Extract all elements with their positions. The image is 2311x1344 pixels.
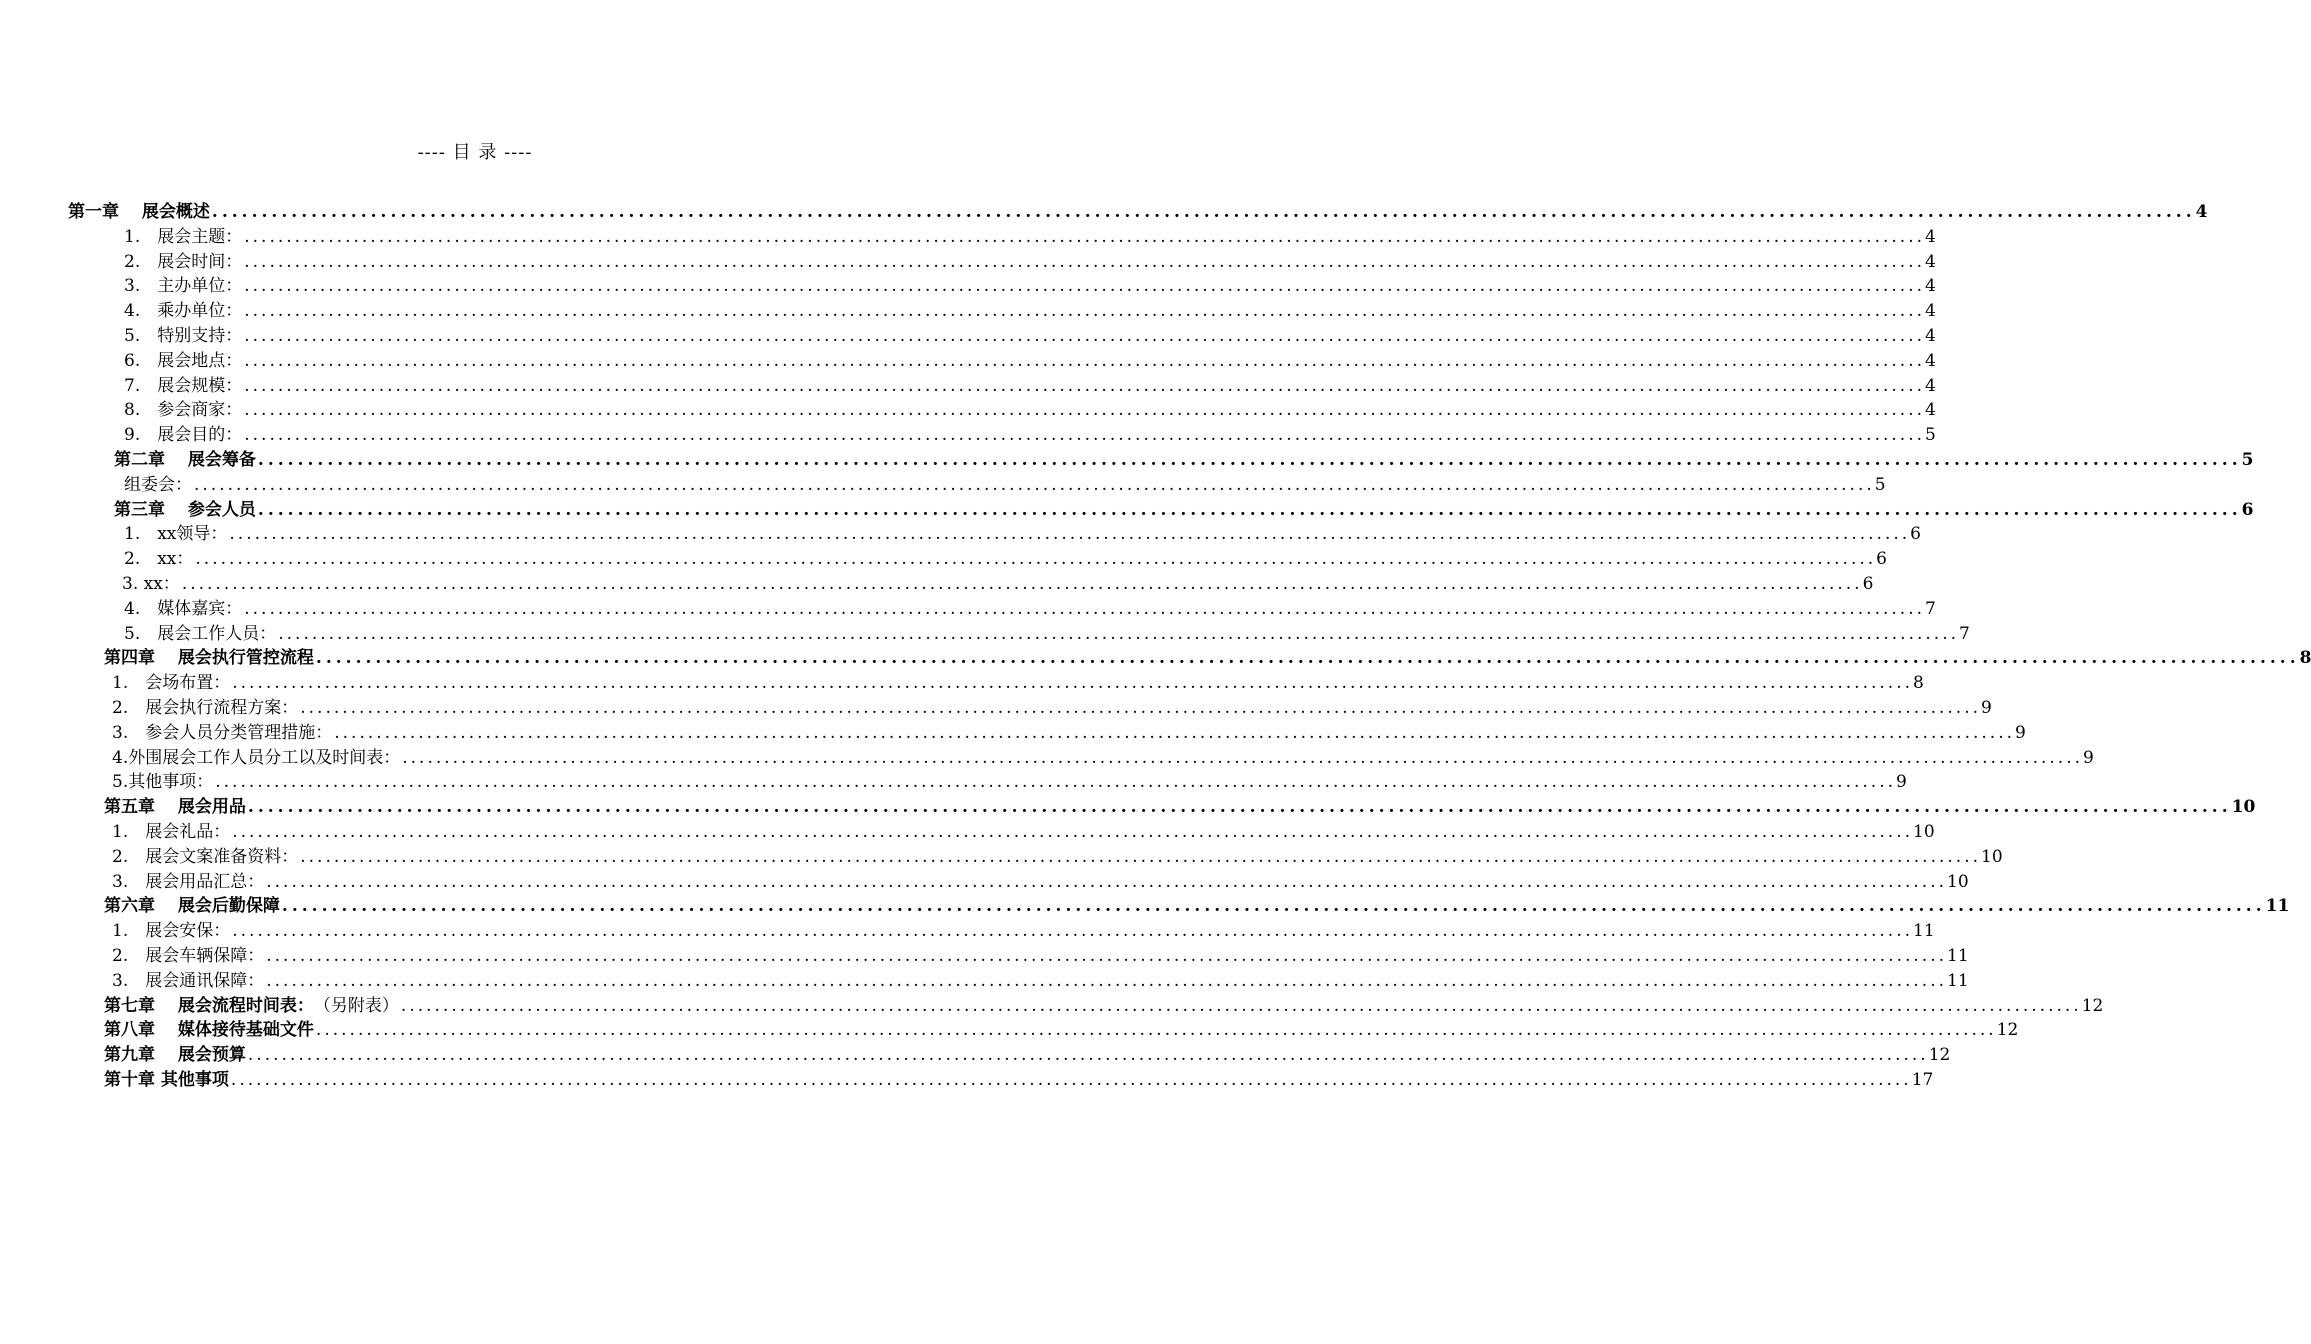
- toc-page-number: 7: [1925, 598, 1936, 619]
- toc-entry-label: 2. 展会时间：: [124, 251, 243, 272]
- toc-entry-label: 组委会：: [124, 474, 192, 495]
- dot-leader: ........................................................................................................................................................................................................: [244, 301, 1925, 322]
- toc-entry-label: 第八章 媒体接待基础文件: [104, 1020, 314, 1041]
- toc-item[interactable]: [124, 597, 1936, 622]
- toc-entry-label: 5. 展会工作人员：: [124, 623, 277, 644]
- dot-leader: ........................................................................................................................................................................................................: [300, 698, 1981, 718]
- dot-leader: ........................................................................................................................................................................................................: [244, 598, 1925, 619]
- toc-entry-label: 第七章 展会流程时间表：: [104, 995, 314, 1016]
- toc-page-number: 9: [2015, 722, 2026, 743]
- dot-leader: ........................................................................................................................................................................................................: [334, 722, 2015, 743]
- toc-item[interactable]: [112, 919, 1935, 944]
- toc-chapter[interactable]: [114, 498, 2254, 523]
- toc-item[interactable]: [112, 944, 1969, 969]
- dot-leader: ........................................................................................................................................................................................................: [400, 995, 2082, 1016]
- toc-entry-label: 第十章 其他事项: [104, 1070, 229, 1090]
- toc-entry-label: 1. 展会礼品：: [112, 822, 231, 842]
- toc-entry-label: 5.其他事项：: [112, 772, 214, 793]
- toc-item[interactable]: [124, 398, 1936, 423]
- dot-leader: ........................................................................................................................................................................................................: [230, 1070, 1912, 1090]
- toc-item[interactable]: [122, 572, 1874, 597]
- dot-leader: ........................................................................................................................................................................................................: [257, 450, 2242, 470]
- toc-page-number: 4: [1925, 326, 1936, 346]
- toc-page-number: 11: [1947, 970, 1969, 991]
- dot-leader: ........................................................................................................................................................................................................: [244, 226, 1925, 247]
- dot-leader: ........................................................................................................................................................................................................: [244, 251, 1925, 272]
- toc-page-number: 9: [1981, 698, 1992, 718]
- toc-page-number: 8: [1913, 673, 1924, 694]
- toc-page-number: 10: [1981, 846, 2003, 867]
- toc-item[interactable]: [112, 746, 2094, 771]
- toc-entry-label: 3. 展会用品汇总：: [112, 871, 265, 892]
- toc-title: ---- 目 录 ----: [417, 142, 533, 163]
- dot-leader: ........................................................................................................................................................................................................: [194, 474, 1875, 495]
- toc-chapter[interactable]: [104, 894, 2290, 919]
- toc-page-number: 6: [1876, 549, 1887, 570]
- toc-chapter[interactable]: [104, 1043, 1951, 1068]
- toc-entry-label: 1. xx领导：: [124, 524, 228, 545]
- toc-item[interactable]: [124, 225, 1936, 250]
- toc-entry-label: 第五章 展会用品: [104, 797, 246, 818]
- toc-item[interactable]: [124, 473, 1886, 498]
- toc-item[interactable]: [124, 522, 1921, 547]
- toc-page-number: 4: [1925, 276, 1936, 297]
- dot-leader: ........................................................................................................................................................................................................: [315, 648, 2300, 669]
- toc-page-number: 6: [1910, 524, 1921, 545]
- toc-item[interactable]: [124, 250, 1936, 275]
- dot-leader: ........................................................................................................................................................................................................: [300, 846, 1981, 867]
- dot-leader: ........................................................................................................................................................................................................: [315, 1020, 1997, 1041]
- toc-item[interactable]: [124, 274, 1936, 299]
- toc-entry-label: 1. 展会主题：: [124, 226, 243, 247]
- toc-page-number: 4: [1925, 400, 1936, 421]
- toc-page-number: 12: [1928, 1045, 1951, 1066]
- toc-item[interactable]: [112, 820, 1935, 845]
- dot-leader: ........................................................................................................................................................................................................: [281, 896, 2266, 917]
- toc-page-number: 17: [1911, 1070, 1934, 1090]
- toc-page-number: 4: [1925, 350, 1936, 371]
- toc-page-number: 5: [1925, 425, 1936, 446]
- toc-item[interactable]: [124, 324, 1936, 349]
- toc-entry-note: （另附表）: [313, 995, 399, 1016]
- toc-chapter[interactable]: [104, 1018, 2019, 1043]
- dot-leader: ........................................................................................................................................................................................................: [266, 946, 1947, 966]
- dot-leader: ........................................................................................................................................................................................................: [229, 524, 1911, 545]
- toc-page-number: 4: [1925, 301, 1936, 322]
- toc-item[interactable]: [112, 671, 1924, 696]
- dot-leader: ........................................................................................................................................................................................................: [244, 400, 1925, 421]
- toc-page-number: 10: [2231, 797, 2256, 818]
- toc-entry-label: 3. 展会通讯保障：: [112, 970, 265, 991]
- toc-entry-label: 4.外围展会工作人员分工以及时间表：: [112, 747, 401, 768]
- toc-page-number: 6: [2241, 499, 2254, 520]
- toc-page-number: 9: [2083, 747, 2094, 768]
- toc-page-number: 7: [1959, 623, 1970, 644]
- toc-entry-label: 1. 会场布置：: [112, 673, 231, 694]
- toc-chapter[interactable]: [114, 448, 2254, 473]
- dot-leader: ........................................................................................................................................................................................................: [232, 673, 1913, 694]
- toc-item[interactable]: [124, 622, 1970, 647]
- toc-entry-label: 2. 展会文案准备资料：: [112, 846, 299, 867]
- toc-entry-label: 6. 展会地点：: [124, 350, 243, 371]
- dot-leader: ........................................................................................................................................................................................................: [232, 822, 1913, 842]
- toc-page-number: 4: [1925, 251, 1936, 272]
- toc-entry-label: 5. 特别支持：: [124, 326, 243, 346]
- toc-page-number: 9: [1896, 772, 1907, 793]
- dot-leader: ........................................................................................................................................................................................................: [244, 326, 1925, 346]
- toc-item[interactable]: [112, 696, 1992, 721]
- dot-leader: ........................................................................................................................................................................................................: [195, 549, 1877, 570]
- toc-entry-label: 2. xx：: [124, 549, 194, 570]
- dot-leader: ........................................................................................................................................................................................................: [247, 1045, 1929, 1066]
- toc-entry-label: 2. 展会车辆保障：: [112, 946, 265, 966]
- toc-entry-label: 1. 展会安保：: [112, 921, 231, 942]
- dot-leader: ........................................................................................................................................................................................................: [181, 574, 1863, 594]
- toc-entry-label: 第四章 展会执行管控流程: [104, 648, 314, 669]
- toc-page-number: 5: [2241, 450, 2254, 470]
- toc-page-number: 5: [1874, 474, 1886, 495]
- toc-chapter[interactable]: [68, 200, 2208, 225]
- toc-item[interactable]: [124, 349, 1936, 374]
- dot-leader: ........................................................................................................................................................................................................: [402, 747, 2083, 768]
- dot-leader: ........................................................................................................................................................................................................: [244, 350, 1925, 371]
- toc-entry-label: 第六章 展会后勤保障: [104, 896, 280, 917]
- toc-page-number: 11: [1913, 921, 1935, 942]
- toc-entry-label: 3. 主办单位：: [124, 276, 243, 297]
- toc-entry-label: 4. 乘办单位：: [124, 301, 243, 322]
- toc-entry-label: 第二章 展会筹备: [114, 450, 256, 470]
- toc-entry-label: 8. 参会商家：: [124, 400, 243, 421]
- toc-page-number: 12: [2081, 995, 2104, 1016]
- dot-leader: ........................................................................................................................................................................................................: [244, 425, 1925, 446]
- toc-item[interactable]: [112, 845, 2003, 870]
- dot-leader: ........................................................................................................................................................................................................: [266, 970, 1947, 991]
- dot-leader: ........................................................................................................................................................................................................: [232, 921, 1913, 942]
- toc-entry-label: 4. 媒体嘉宾：: [124, 598, 243, 619]
- toc-item[interactable]: [124, 423, 1936, 448]
- toc-item[interactable]: [112, 870, 1969, 895]
- toc-page-number: 8: [2299, 648, 2311, 669]
- dot-leader: ........................................................................................................................................................................................................: [215, 772, 1896, 793]
- toc-page-number: 4: [1925, 226, 1936, 247]
- toc-page-number: 11: [1947, 946, 1969, 966]
- toc-entry-label: 第一章 展会概述: [68, 202, 210, 222]
- toc-item[interactable]: [124, 374, 1936, 399]
- dot-leader: ........................................................................................................................................................................................................: [278, 623, 1959, 644]
- dot-leader: ........................................................................................................................................................................................................: [257, 499, 2242, 520]
- dot-leader: ........................................................................................................................................................................................................: [247, 797, 2232, 818]
- toc-chapter[interactable]: [104, 1068, 1934, 1093]
- dot-leader: ........................................................................................................................................................................................................: [211, 202, 2196, 222]
- toc-chapter[interactable]: [104, 795, 2256, 820]
- toc-item[interactable]: [124, 299, 1936, 324]
- dot-leader: ........................................................................................................................................................................................................: [244, 375, 1925, 396]
- toc-entry-label: 第九章 展会预算: [104, 1045, 246, 1066]
- toc-entry-label: 第三章 参会人员: [114, 499, 256, 520]
- toc-page-number: 12: [1996, 1020, 2019, 1041]
- toc-entry-label: 9. 展会目的：: [124, 425, 243, 446]
- toc-entry-label: 3. 参会人员分类管理措施：: [112, 722, 333, 743]
- toc-page-number: 6: [1862, 574, 1874, 594]
- toc-page-number: 10: [1947, 871, 1969, 892]
- dot-leader: ........................................................................................................................................................................................................: [266, 871, 1947, 892]
- toc-item[interactable]: [124, 547, 1887, 572]
- toc-page-number: 4: [2195, 202, 2208, 222]
- toc-entry-label: 3. xx：: [122, 574, 180, 594]
- toc-chapter[interactable]: [104, 994, 2104, 1019]
- toc-page-number: 11: [2265, 896, 2290, 917]
- toc-page-number: 4: [1925, 375, 1936, 396]
- toc-item[interactable]: [112, 721, 2026, 746]
- dot-leader: ........................................................................................................................................................................................................: [244, 276, 1925, 297]
- toc-chapter[interactable]: [104, 646, 2311, 671]
- toc-item[interactable]: [112, 770, 1907, 795]
- toc-entry-label: 2. 展会执行流程方案：: [112, 698, 299, 718]
- toc-page-number: 10: [1913, 822, 1935, 842]
- toc-item[interactable]: [112, 969, 1969, 994]
- toc-entry-label: 7. 展会规模：: [124, 375, 243, 396]
